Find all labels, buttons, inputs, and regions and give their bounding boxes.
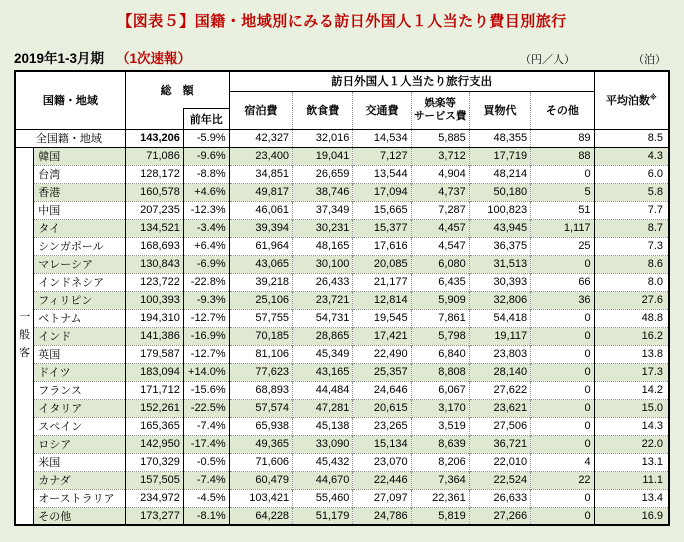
lodging-value: 60,479 (229, 471, 292, 489)
table-row (15, 489, 669, 507)
avg-nights-label: 平均泊数 (605, 95, 650, 108)
entertainment-value: 3,170 (411, 399, 469, 417)
other-value: 66 (531, 273, 594, 291)
food-value: 37,349 (293, 201, 353, 219)
entertainment-value: 4,904 (411, 165, 469, 183)
avg-nights-value: 22.0 (594, 435, 669, 453)
transport-value: 21,177 (353, 273, 411, 291)
yoy-value: -12.3% (183, 201, 229, 219)
avg-nights-value: 13.1 (594, 453, 669, 471)
avg-nights-value: 14.2 (594, 381, 669, 399)
shopping-value: 22,524 (469, 471, 530, 489)
entertainment-value: 3,519 (411, 417, 469, 435)
total-value: 207,235 (125, 201, 183, 219)
total-value: 152,261 (125, 399, 183, 417)
total-value: 179,587 (125, 345, 183, 363)
shopping-value: 27,622 (469, 381, 530, 399)
shopping-value: 31,513 (469, 255, 530, 273)
country-label: 全国籍・地域 (15, 129, 125, 147)
country-label: フランス (34, 381, 125, 399)
lodging-value: 103,421 (229, 489, 292, 507)
yoy-value: +4.6% (183, 183, 229, 201)
table-row (15, 147, 669, 165)
table-row (15, 273, 669, 291)
lodging-value: 81,106 (229, 345, 292, 363)
total-value: 173,277 (125, 507, 183, 525)
total-value: 71,086 (125, 147, 183, 165)
entertainment-value: 6,840 (411, 345, 469, 363)
yoy-value: -16.9% (183, 327, 229, 345)
country-label: 米国 (34, 453, 125, 471)
avg-nights-value: 8.6 (594, 255, 669, 273)
country-label: ベトナム (34, 309, 125, 327)
other-value: 0 (531, 507, 594, 525)
country-label: シンガポール (34, 237, 125, 255)
other-value: 0 (531, 309, 594, 327)
avg-nights-value: 16.2 (594, 327, 669, 345)
avg-nights-value: 8.7 (594, 219, 669, 237)
table-row (15, 255, 669, 273)
food-value: 44,484 (293, 381, 353, 399)
lodging-value: 64,228 (229, 507, 292, 525)
other-value: 4 (531, 453, 594, 471)
shopping-value: 17,719 (469, 147, 530, 165)
column-header-entertainment (411, 91, 469, 129)
lodging-value: 25,106 (229, 291, 292, 309)
shopping-value: 43,945 (469, 219, 530, 237)
yoy-value: -6.9% (183, 255, 229, 273)
column-header-other: その他 (531, 91, 594, 129)
lodging-value: 23,400 (229, 147, 292, 165)
other-value: 0 (531, 435, 594, 453)
total-value: 123,722 (125, 273, 183, 291)
country-label: その他 (34, 507, 125, 525)
other-value: 0 (531, 255, 594, 273)
shopping-value: 100,823 (469, 201, 530, 219)
column-header-shopping: 買物代 (469, 91, 530, 129)
entertainment-value: 7,861 (411, 309, 469, 327)
yoy-value: -8.8% (183, 165, 229, 183)
other-value: 0 (531, 417, 594, 435)
food-value: 30,100 (293, 255, 353, 273)
transport-value: 22,446 (353, 471, 411, 489)
avg-nights-value: 14.3 (594, 417, 669, 435)
entertainment-value: 6,067 (411, 381, 469, 399)
shopping-value: 32,806 (469, 291, 530, 309)
lodging-value: 70,185 (229, 327, 292, 345)
avg-nights-value: 11.1 (594, 471, 669, 489)
shopping-value: 27,266 (469, 507, 530, 525)
shopping-value: 22,010 (469, 453, 530, 471)
country-label: 中国 (34, 201, 125, 219)
lodging-value: 46,061 (229, 201, 292, 219)
entertainment-value: 22,361 (411, 489, 469, 507)
food-value: 30,231 (293, 219, 353, 237)
yoy-value: +6.4% (183, 237, 229, 255)
other-value: 1,117 (531, 219, 594, 237)
table-body (15, 129, 669, 525)
column-header-total: 総 額 (125, 71, 229, 108)
total-value: 171,712 (125, 381, 183, 399)
other-value: 0 (531, 363, 594, 381)
entertainment-value: 7,364 (411, 471, 469, 489)
avg-nights-value: 17.3 (594, 363, 669, 381)
transport-value: 15,134 (353, 435, 411, 453)
shopping-value: 30,393 (469, 273, 530, 291)
shopping-value: 23,621 (469, 399, 530, 417)
entertainment-value: 5,798 (411, 327, 469, 345)
country-label: オーストラリア (34, 489, 125, 507)
avg-nights-value: 4.3 (594, 147, 669, 165)
entertainment-value: 8,639 (411, 435, 469, 453)
country-label: イタリア (34, 399, 125, 417)
transport-value: 24,646 (353, 381, 411, 399)
transport-value: 14,534 (353, 129, 411, 147)
yoy-value: -9.6% (183, 147, 229, 165)
total-value: 194,310 (125, 309, 183, 327)
subheader-row (14, 47, 670, 67)
table-row (15, 129, 669, 147)
yoy-value: -22.8% (183, 273, 229, 291)
total-value: 170,329 (125, 453, 183, 471)
lodging-value: 77,623 (229, 363, 292, 381)
table-row (15, 237, 669, 255)
table-row (15, 201, 669, 219)
food-value: 47,281 (293, 399, 353, 417)
entertainment-value: 5,909 (411, 291, 469, 309)
country-label: マレーシア (34, 255, 125, 273)
total-value: 143,206 (125, 129, 183, 147)
lodging-value: 42,327 (229, 129, 292, 147)
avg-nights-value: 16.9 (594, 507, 669, 525)
avg-nights-value: 27.6 (594, 291, 669, 309)
entertainment-value: 6,435 (411, 273, 469, 291)
lodging-value: 65,938 (229, 417, 292, 435)
yoy-value: -12.7% (183, 309, 229, 327)
country-label: 台湾 (34, 165, 125, 183)
country-label: インド (34, 327, 125, 345)
table-row (15, 345, 669, 363)
food-value: 45,138 (293, 417, 353, 435)
total-header-spacer (125, 108, 183, 129)
transport-value: 23,070 (353, 453, 411, 471)
transport-value: 15,377 (353, 219, 411, 237)
food-value: 45,349 (293, 345, 353, 363)
country-label: ロシア (34, 435, 125, 453)
shopping-value: 27,506 (469, 417, 530, 435)
avg-nights-value: 7.7 (594, 201, 669, 219)
country-label: インドネシア (34, 273, 125, 291)
total-value: 100,393 (125, 291, 183, 309)
figure-title: 【図表５】国籍・地域別にみる訪日外国人１人当たり費目別旅行 (117, 13, 567, 30)
table-row (15, 381, 669, 399)
entertainment-value: 7,287 (411, 201, 469, 219)
entertainment-value: 4,547 (411, 237, 469, 255)
entertainment-label-line2: サービス費 (413, 110, 467, 122)
yoy-value: -4.5% (183, 489, 229, 507)
other-value: 88 (531, 147, 594, 165)
shopping-value: 54,418 (469, 309, 530, 327)
table-row (15, 165, 669, 183)
shopping-value: 23,803 (469, 345, 530, 363)
lodging-value: 34,851 (229, 165, 292, 183)
other-value: 51 (531, 201, 594, 219)
avg-nights-value: 13.8 (594, 345, 669, 363)
column-header-country: 国籍・地域 (15, 71, 125, 129)
visitor-group-label: 一般客 (15, 147, 34, 525)
country-label: タイ (34, 219, 125, 237)
table-row (15, 363, 669, 381)
transport-value: 7,127 (353, 147, 411, 165)
shopping-value: 19,117 (469, 327, 530, 345)
avg-nights-value: 8.5 (594, 129, 669, 147)
yoy-value: -9.3% (183, 291, 229, 309)
total-value: 183,094 (125, 363, 183, 381)
transport-value: 15,665 (353, 201, 411, 219)
transport-value: 27,097 (353, 489, 411, 507)
yoy-value: -17.4% (183, 435, 229, 453)
table-header (15, 71, 669, 129)
table-row (15, 309, 669, 327)
lodging-value: 61,964 (229, 237, 292, 255)
shopping-value: 48,214 (469, 165, 530, 183)
country-label: フィリピン (34, 291, 125, 309)
transport-value: 23,265 (353, 417, 411, 435)
entertainment-label-line1: 娯楽等 (424, 96, 456, 109)
total-value: 142,950 (125, 435, 183, 453)
lodging-value: 71,606 (229, 453, 292, 471)
other-value: 0 (531, 327, 594, 345)
total-value: 134,521 (125, 219, 183, 237)
transport-value: 22,490 (353, 345, 411, 363)
country-label: カナダ (34, 471, 125, 489)
food-value: 44,670 (293, 471, 353, 489)
other-value: 5 (531, 183, 594, 201)
food-value: 38,746 (293, 183, 353, 201)
lodging-value: 57,755 (229, 309, 292, 327)
other-value: 89 (531, 129, 594, 147)
food-value: 33,090 (293, 435, 353, 453)
food-value: 51,179 (293, 507, 353, 525)
total-value: 234,972 (125, 489, 183, 507)
food-value: 54,731 (293, 309, 353, 327)
total-value: 128,172 (125, 165, 183, 183)
transport-value: 20,615 (353, 399, 411, 417)
entertainment-value: 3,712 (411, 147, 469, 165)
yoy-value: -7.4% (183, 471, 229, 489)
lodging-value: 43,065 (229, 255, 292, 273)
column-header-avg-nights (594, 71, 669, 129)
footnote-mark: ※ (649, 94, 657, 102)
total-value: 165,365 (125, 417, 183, 435)
food-value: 55,460 (293, 489, 353, 507)
lodging-value: 49,817 (229, 183, 292, 201)
entertainment-value: 8,808 (411, 363, 469, 381)
food-value: 32,016 (293, 129, 353, 147)
food-value: 45,432 (293, 453, 353, 471)
shopping-value: 28,140 (469, 363, 530, 381)
country-label: 香港 (34, 183, 125, 201)
avg-nights-value: 5.8 (594, 183, 669, 201)
unit-nights-label: （泊） (633, 54, 666, 66)
transport-value: 17,616 (353, 237, 411, 255)
lodging-value: 57,574 (229, 399, 292, 417)
avg-nights-value: 15.0 (594, 399, 669, 417)
other-value: 0 (531, 345, 594, 363)
food-value: 23,721 (293, 291, 353, 309)
shopping-value: 48,355 (469, 129, 530, 147)
food-value: 48,165 (293, 237, 353, 255)
table-row (15, 453, 669, 471)
yoy-value: +14.0% (183, 363, 229, 381)
food-value: 28,865 (293, 327, 353, 345)
shopping-value: 26,633 (469, 489, 530, 507)
entertainment-value: 8,206 (411, 453, 469, 471)
table-row (15, 399, 669, 417)
food-value: 19,041 (293, 147, 353, 165)
food-value: 43,165 (293, 363, 353, 381)
yoy-value: -12.7% (183, 345, 229, 363)
spending-table (14, 70, 670, 526)
table-row (15, 183, 669, 201)
total-value: 141,386 (125, 327, 183, 345)
other-value: 22 (531, 471, 594, 489)
avg-nights-value: 8.0 (594, 273, 669, 291)
column-header-lodging: 宿泊費 (229, 91, 292, 129)
table-row (15, 435, 669, 453)
unit-yen-per-person-label: （円／人） (520, 54, 575, 66)
entertainment-value: 4,457 (411, 219, 469, 237)
table-row (15, 417, 669, 435)
total-value: 168,693 (125, 237, 183, 255)
entertainment-value: 5,819 (411, 507, 469, 525)
table-row (15, 507, 669, 525)
transport-value: 19,545 (353, 309, 411, 327)
total-value: 130,843 (125, 255, 183, 273)
yoy-value: -7.4% (183, 417, 229, 435)
table-row (15, 327, 669, 345)
shopping-value: 50,180 (469, 183, 530, 201)
yoy-value: -0.5% (183, 453, 229, 471)
country-label: 韓国 (34, 147, 125, 165)
other-value: 0 (531, 489, 594, 507)
column-header-transport: 交通費 (353, 91, 411, 129)
food-value: 26,433 (293, 273, 353, 291)
yoy-value: -22.5% (183, 399, 229, 417)
shopping-value: 36,375 (469, 237, 530, 255)
column-group-header-spending: 訪日外国人１人当たり旅行支出 (229, 71, 594, 91)
yoy-value: -15.6% (183, 381, 229, 399)
transport-value: 20,085 (353, 255, 411, 273)
column-header-yoy: 前年比 (183, 108, 229, 129)
other-value: 25 (531, 237, 594, 255)
yoy-value: -3.4% (183, 219, 229, 237)
other-value: 0 (531, 399, 594, 417)
lodging-value: 49,365 (229, 435, 292, 453)
transport-value: 24,786 (353, 507, 411, 525)
total-value: 157,505 (125, 471, 183, 489)
table-row (15, 219, 669, 237)
avg-nights-value: 7.3 (594, 237, 669, 255)
yoy-value: -5.9% (183, 129, 229, 147)
other-value: 0 (531, 165, 594, 183)
country-label: ドイツ (34, 363, 125, 381)
entertainment-value: 5,885 (411, 129, 469, 147)
table-row (15, 471, 669, 489)
country-label: 英国 (34, 345, 125, 363)
lodging-value: 39,218 (229, 273, 292, 291)
country-label: スペイン (34, 417, 125, 435)
table-row (15, 291, 669, 309)
transport-value: 12,814 (353, 291, 411, 309)
avg-nights-value: 13.4 (594, 489, 669, 507)
entertainment-value: 4,737 (411, 183, 469, 201)
transport-value: 13,544 (353, 165, 411, 183)
food-value: 26,659 (293, 165, 353, 183)
entertainment-value: 6,080 (411, 255, 469, 273)
lodging-value: 39,394 (229, 219, 292, 237)
flash-report-label: （1次速報） (116, 51, 192, 66)
transport-value: 17,094 (353, 183, 411, 201)
other-value: 0 (531, 381, 594, 399)
column-header-food: 飲食費 (293, 91, 353, 129)
avg-nights-value: 48.8 (594, 309, 669, 327)
shopping-value: 36,721 (469, 435, 530, 453)
yoy-value: -8.1% (183, 507, 229, 525)
transport-value: 17,421 (353, 327, 411, 345)
other-value: 36 (531, 291, 594, 309)
transport-value: 25,357 (353, 363, 411, 381)
period-label: 2019年1-3月期 (14, 51, 105, 66)
avg-nights-value: 6.0 (594, 165, 669, 183)
total-value: 160,578 (125, 183, 183, 201)
lodging-value: 68,893 (229, 381, 292, 399)
